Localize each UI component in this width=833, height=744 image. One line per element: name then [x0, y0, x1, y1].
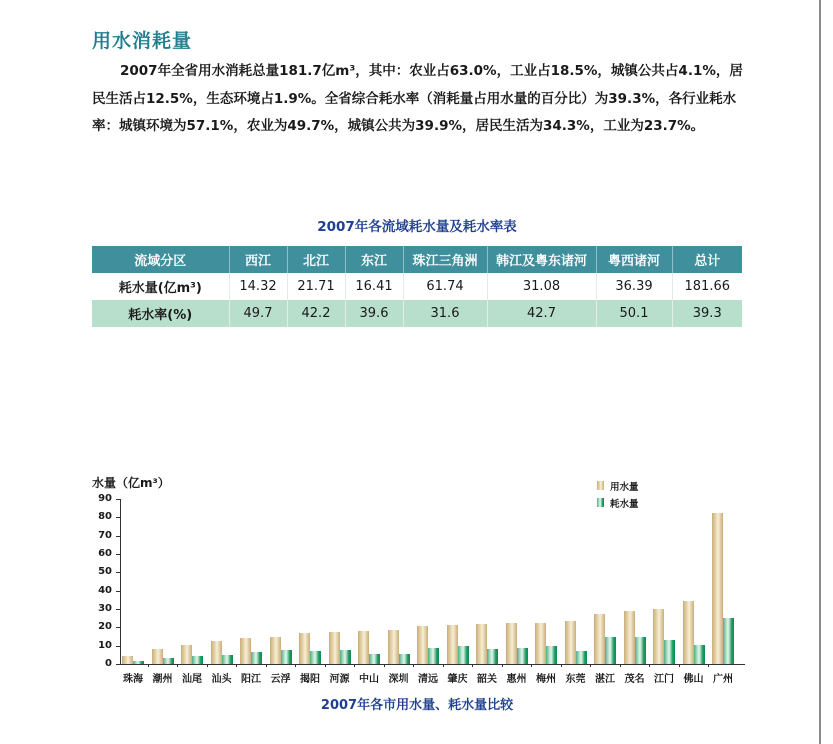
x-tick — [649, 664, 650, 667]
table-cell: 36.39 — [596, 273, 672, 300]
legend-swatch-icon — [597, 498, 604, 507]
x-category-label: 汕头 — [211, 674, 232, 685]
x-tick — [531, 664, 532, 667]
y-tick — [116, 591, 120, 592]
legend-item-consumption — [597, 494, 639, 511]
table-cell: 16.41 — [345, 273, 403, 300]
page-edge-divider — [819, 0, 821, 744]
x-tick — [236, 664, 237, 667]
header-cell: 韩江及粤东诸河 — [487, 246, 596, 273]
x-category-label: 揭阳 — [300, 674, 320, 685]
bar-water-use — [476, 624, 487, 664]
x-tick — [295, 664, 296, 667]
chart-legend — [597, 477, 639, 511]
table-cell: 39.6 — [345, 300, 403, 327]
bar-water-use — [329, 632, 340, 664]
table-cell: 42.2 — [287, 300, 345, 327]
y-tick-label: 80 — [98, 511, 112, 523]
x-tick — [472, 664, 473, 667]
x-tick — [413, 664, 414, 667]
y-tick-label: 70 — [98, 529, 112, 541]
y-tick-label: 40 — [98, 584, 112, 596]
row-label: 耗水率(%) — [92, 300, 229, 327]
bar-water-use — [388, 630, 399, 664]
x-category-label: 茂名 — [624, 674, 645, 685]
table-header-row — [92, 246, 742, 273]
bar-water-use — [417, 626, 428, 664]
legend-swatch-icon — [597, 481, 604, 490]
header-cell: 流域分区 — [92, 246, 229, 273]
y-tick — [116, 517, 120, 518]
y-tick-label: 0 — [105, 658, 112, 669]
x-category-label: 东莞 — [565, 674, 586, 685]
bar-water-consumption — [340, 650, 351, 664]
x-category-label: 清远 — [418, 674, 438, 685]
x-category-label: 珠海 — [123, 674, 143, 685]
bar-water-use — [712, 513, 723, 664]
bar-water-use — [594, 614, 605, 664]
table-row — [92, 300, 742, 327]
y-axis — [120, 499, 121, 664]
bar-water-use — [565, 621, 576, 664]
legend-item-use — [597, 477, 639, 494]
x-tick — [177, 664, 178, 667]
table-cell: 39.3 — [672, 300, 742, 327]
bar-water-consumption — [222, 655, 233, 664]
x-category-label: 韶关 — [477, 674, 497, 685]
x-category-label: 湛江 — [595, 674, 615, 685]
legend-label: 用水量 — [610, 481, 639, 493]
table-cell: 42.7 — [487, 300, 596, 327]
x-category-label: 潮州 — [152, 674, 173, 685]
bar-water-consumption — [635, 637, 646, 665]
x-category-label: 深圳 — [388, 674, 409, 685]
table-cell: 181.66 — [684, 279, 730, 294]
legend-label: 耗水量 — [610, 498, 639, 510]
table-title: 2007年各流域耗水量及耗水率表 — [317, 219, 517, 235]
x-category-label: 佛山 — [683, 674, 704, 685]
table-cell: 31.08 — [487, 273, 596, 300]
basin-consumption-table — [92, 246, 742, 327]
y-tick — [116, 554, 120, 555]
x-category-label: 肇庆 — [447, 674, 468, 685]
y-tick-label: 10 — [98, 639, 112, 651]
bar-water-use — [624, 611, 635, 664]
bar-water-consumption — [163, 658, 174, 664]
x-category-label: 梅州 — [536, 674, 556, 685]
bar-water-consumption — [605, 637, 616, 665]
header-cell: 东江 — [345, 246, 403, 273]
y-axis-label: 水量（亿m³） — [92, 476, 170, 490]
y-tick — [116, 609, 120, 610]
bar-water-use — [122, 656, 133, 664]
bar-water-consumption — [576, 651, 587, 664]
header-cell: 北江 — [287, 246, 345, 273]
bar-water-consumption — [664, 640, 675, 664]
header-cell: 粤西诸河 — [596, 246, 672, 273]
x-tick — [354, 664, 355, 667]
x-tick — [679, 664, 680, 667]
y-tick-label: 30 — [98, 603, 112, 614]
x-tick — [590, 664, 591, 667]
x-tick — [708, 664, 709, 667]
x-tick — [443, 664, 444, 667]
bar-water-consumption — [399, 654, 410, 664]
x-tick — [561, 664, 562, 667]
x-tick — [620, 664, 621, 667]
header-cell: 珠江三角洲 — [403, 246, 487, 273]
bar-water-use — [240, 638, 251, 664]
x-category-label: 中山 — [359, 674, 379, 685]
x-category-label: 汕尾 — [182, 674, 202, 685]
y-tick-label: 20 — [98, 621, 112, 633]
bar-water-consumption — [133, 661, 144, 664]
x-category-label: 河源 — [329, 674, 350, 685]
bar-water-consumption — [694, 645, 705, 664]
x-tick — [325, 664, 326, 667]
bar-water-consumption — [487, 649, 498, 664]
x-tick — [384, 664, 385, 667]
bar-water-use — [270, 637, 281, 665]
table-row — [92, 273, 742, 300]
bar-water-consumption — [428, 648, 439, 664]
bar-water-consumption — [723, 618, 734, 664]
y-tick — [116, 627, 120, 628]
x-category-label: 江门 — [654, 674, 674, 685]
bar-water-consumption — [281, 650, 292, 664]
bar-water-consumption — [192, 656, 203, 664]
table-cell: 61.74 — [403, 273, 487, 300]
x-tick — [207, 664, 208, 667]
bar-water-use — [152, 649, 163, 664]
bar-water-consumption — [369, 654, 380, 664]
table-cell: 31.6 — [403, 300, 487, 327]
y-tick-label: 90 — [98, 493, 112, 504]
chart-title: 2007年各市用水量、耗水量比较 — [320, 698, 514, 713]
x-tick — [502, 664, 503, 667]
table-cell: 21.71 — [287, 273, 345, 300]
x-tick — [266, 664, 267, 667]
table-cell: 49.7 — [229, 300, 287, 327]
header-cell: 西江 — [229, 246, 287, 273]
bar-water-consumption — [546, 646, 557, 664]
bar-water-consumption — [251, 652, 262, 664]
bar-water-use — [447, 625, 458, 664]
bar-water-use — [299, 633, 310, 664]
y-tick — [116, 646, 120, 647]
intro-paragraph: 2007年全省用水消耗总量181.7亿m³，其中：农业占63.0%，工业占18.5%，城镇公共占4.1%，居民生活占12.5%，生态环境占1.9%。全省综合耗水率（消耗量占用水量的百分比）为39.3%，各行业耗水率：城镇环境为57.1%，农业为49.7%，城镇公共为39.9%，居民生活为34.3%，工业为23.7%。 — [92, 63, 743, 134]
row-label: 耗水量(亿m³) — [92, 273, 229, 300]
y-tick — [116, 536, 120, 537]
table-cell: 14.32 — [229, 273, 287, 300]
x-tick — [148, 664, 149, 667]
y-tick-label: 50 — [98, 566, 112, 578]
bar-water-use — [181, 645, 192, 664]
y-tick-label: 60 — [98, 548, 112, 559]
bar-water-use — [653, 609, 664, 664]
y-tick — [116, 499, 120, 500]
y-tick — [116, 572, 120, 573]
y-tick — [116, 664, 120, 665]
header-cell: 总计 — [672, 246, 742, 273]
x-category-label: 广州 — [713, 674, 733, 685]
bar-water-consumption — [310, 651, 321, 664]
bar-water-use — [506, 623, 517, 664]
section-title: 用水消耗量 — [92, 30, 193, 52]
x-category-label: 阳江 — [241, 674, 261, 685]
table-cell: 50.1 — [596, 300, 672, 327]
bar-water-use — [211, 641, 222, 664]
bar-water-use — [683, 601, 694, 664]
bar-water-consumption — [458, 646, 469, 664]
bar-water-consumption — [517, 648, 528, 664]
bar-water-use — [358, 631, 369, 664]
x-category-label: 惠州 — [506, 674, 527, 685]
bar-water-use — [535, 623, 546, 664]
x-axis — [120, 664, 745, 665]
x-category-label: 云浮 — [270, 674, 291, 685]
